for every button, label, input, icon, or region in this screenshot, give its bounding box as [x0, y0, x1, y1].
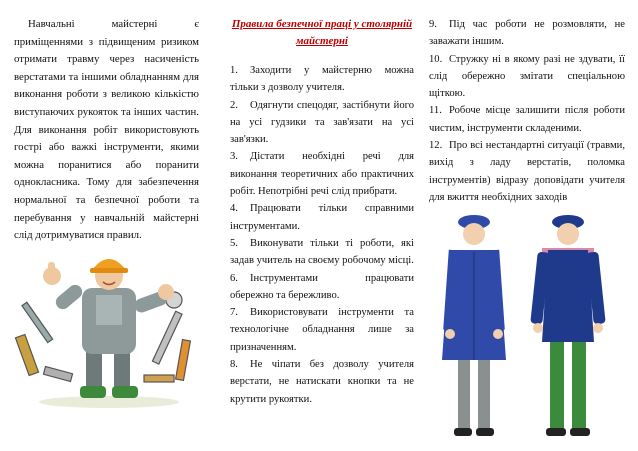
- rule-text: Інструментами працювати обережно та бережливо.: [230, 272, 414, 301]
- rule-number: 10.: [429, 53, 443, 65]
- rule-text: Використовувати інструменти та технологічне обладнання лише за призначенням.: [230, 307, 414, 353]
- rule-item: [230, 235, 414, 270]
- students-in-workwear-illustration: [426, 210, 626, 448]
- rule-item: [230, 148, 414, 200]
- rules-list-continued: [429, 16, 625, 206]
- intro-paragraph: Навчальні майстерні є приміщеннями з підвищеним ризиком отримати травму через насиченість верстатами та іншими обладнанням для виконання роботи з великою кількістю виступаючих рукояток та інших частин. Для виконання робіт використовують гострі або важкі інструменти, якими можна поранитися або поранити однокласника. Тому для забезпечення нормальної та безпечної роботи та перебування у навчальній майстерні слід дотримуватися правил.: [14, 18, 199, 242]
- rule-number: 12.: [429, 140, 443, 152]
- worker-with-tools-illustration: [14, 240, 204, 410]
- rule-item: [230, 270, 414, 305]
- rule-number: 4.: [230, 203, 238, 215]
- rule-text: Про всі нестандартні ситуації (травми, вихід з ладу верстатів, поломка інструментів) відразу доповідати учителя для вжиття необхідних заходів: [429, 140, 625, 203]
- rules-title: Правила безпечної праці у столярній майстерні: [231, 18, 413, 47]
- rule-number: 1.: [230, 65, 238, 76]
- rule-text: Під час роботи не розмовляти, не заважати іншим.: [429, 19, 625, 48]
- rule-item: [429, 102, 625, 137]
- rule-number: 11.: [429, 105, 442, 117]
- rule-text: Заходити у майстерню можна тільки з дозволу учителя.: [230, 65, 414, 94]
- rule-text: Працювати тільки справними інструментами.: [230, 203, 414, 232]
- rule-item: [230, 200, 414, 235]
- rule-number: 9.: [429, 19, 437, 30]
- rule-text: Робоче місце залишити після роботи чистим, інструменти складеними.: [429, 105, 625, 134]
- rule-item: [429, 16, 625, 51]
- rule-text: Виконувати тільки ті роботи, які задав учитель на своєму робочому місці.: [230, 237, 414, 267]
- rules-list: [230, 62, 414, 408]
- rule-text: Не чіпати без дозволу учителя верстати, не натискати кнопки та не крутити рукоятки.: [230, 359, 414, 405]
- rule-number: 7.: [230, 307, 238, 319]
- student-apron-figure: [530, 215, 605, 436]
- student-coat-figure: [442, 215, 506, 436]
- rule-number: 6.: [230, 272, 238, 284]
- rule-text: Одягнути спецодяг, застібнути його на усі гудзики та зав'язати на усі зав'язки.: [230, 99, 414, 146]
- rule-text: Стружку ні в якому разі не здувати, її слід обережно змітати спеціальною щіткою.: [429, 53, 625, 100]
- rule-item: [230, 62, 414, 97]
- rule-item: [429, 137, 625, 206]
- rules-column-main: [222, 0, 418, 451]
- rule-number: 2.: [230, 99, 238, 111]
- rule-number: 5.: [230, 237, 238, 249]
- rule-item: [230, 304, 414, 356]
- rule-item: [230, 356, 414, 408]
- rule-number: 8.: [230, 359, 238, 371]
- rule-item: [230, 97, 414, 149]
- rule-number: 3.: [230, 151, 238, 163]
- rule-text: Дістати необхідні речі для виконання теоретичних або практичних робіт. Непотрібні речі слід прибрати.: [230, 151, 414, 198]
- rule-item: [429, 51, 625, 103]
